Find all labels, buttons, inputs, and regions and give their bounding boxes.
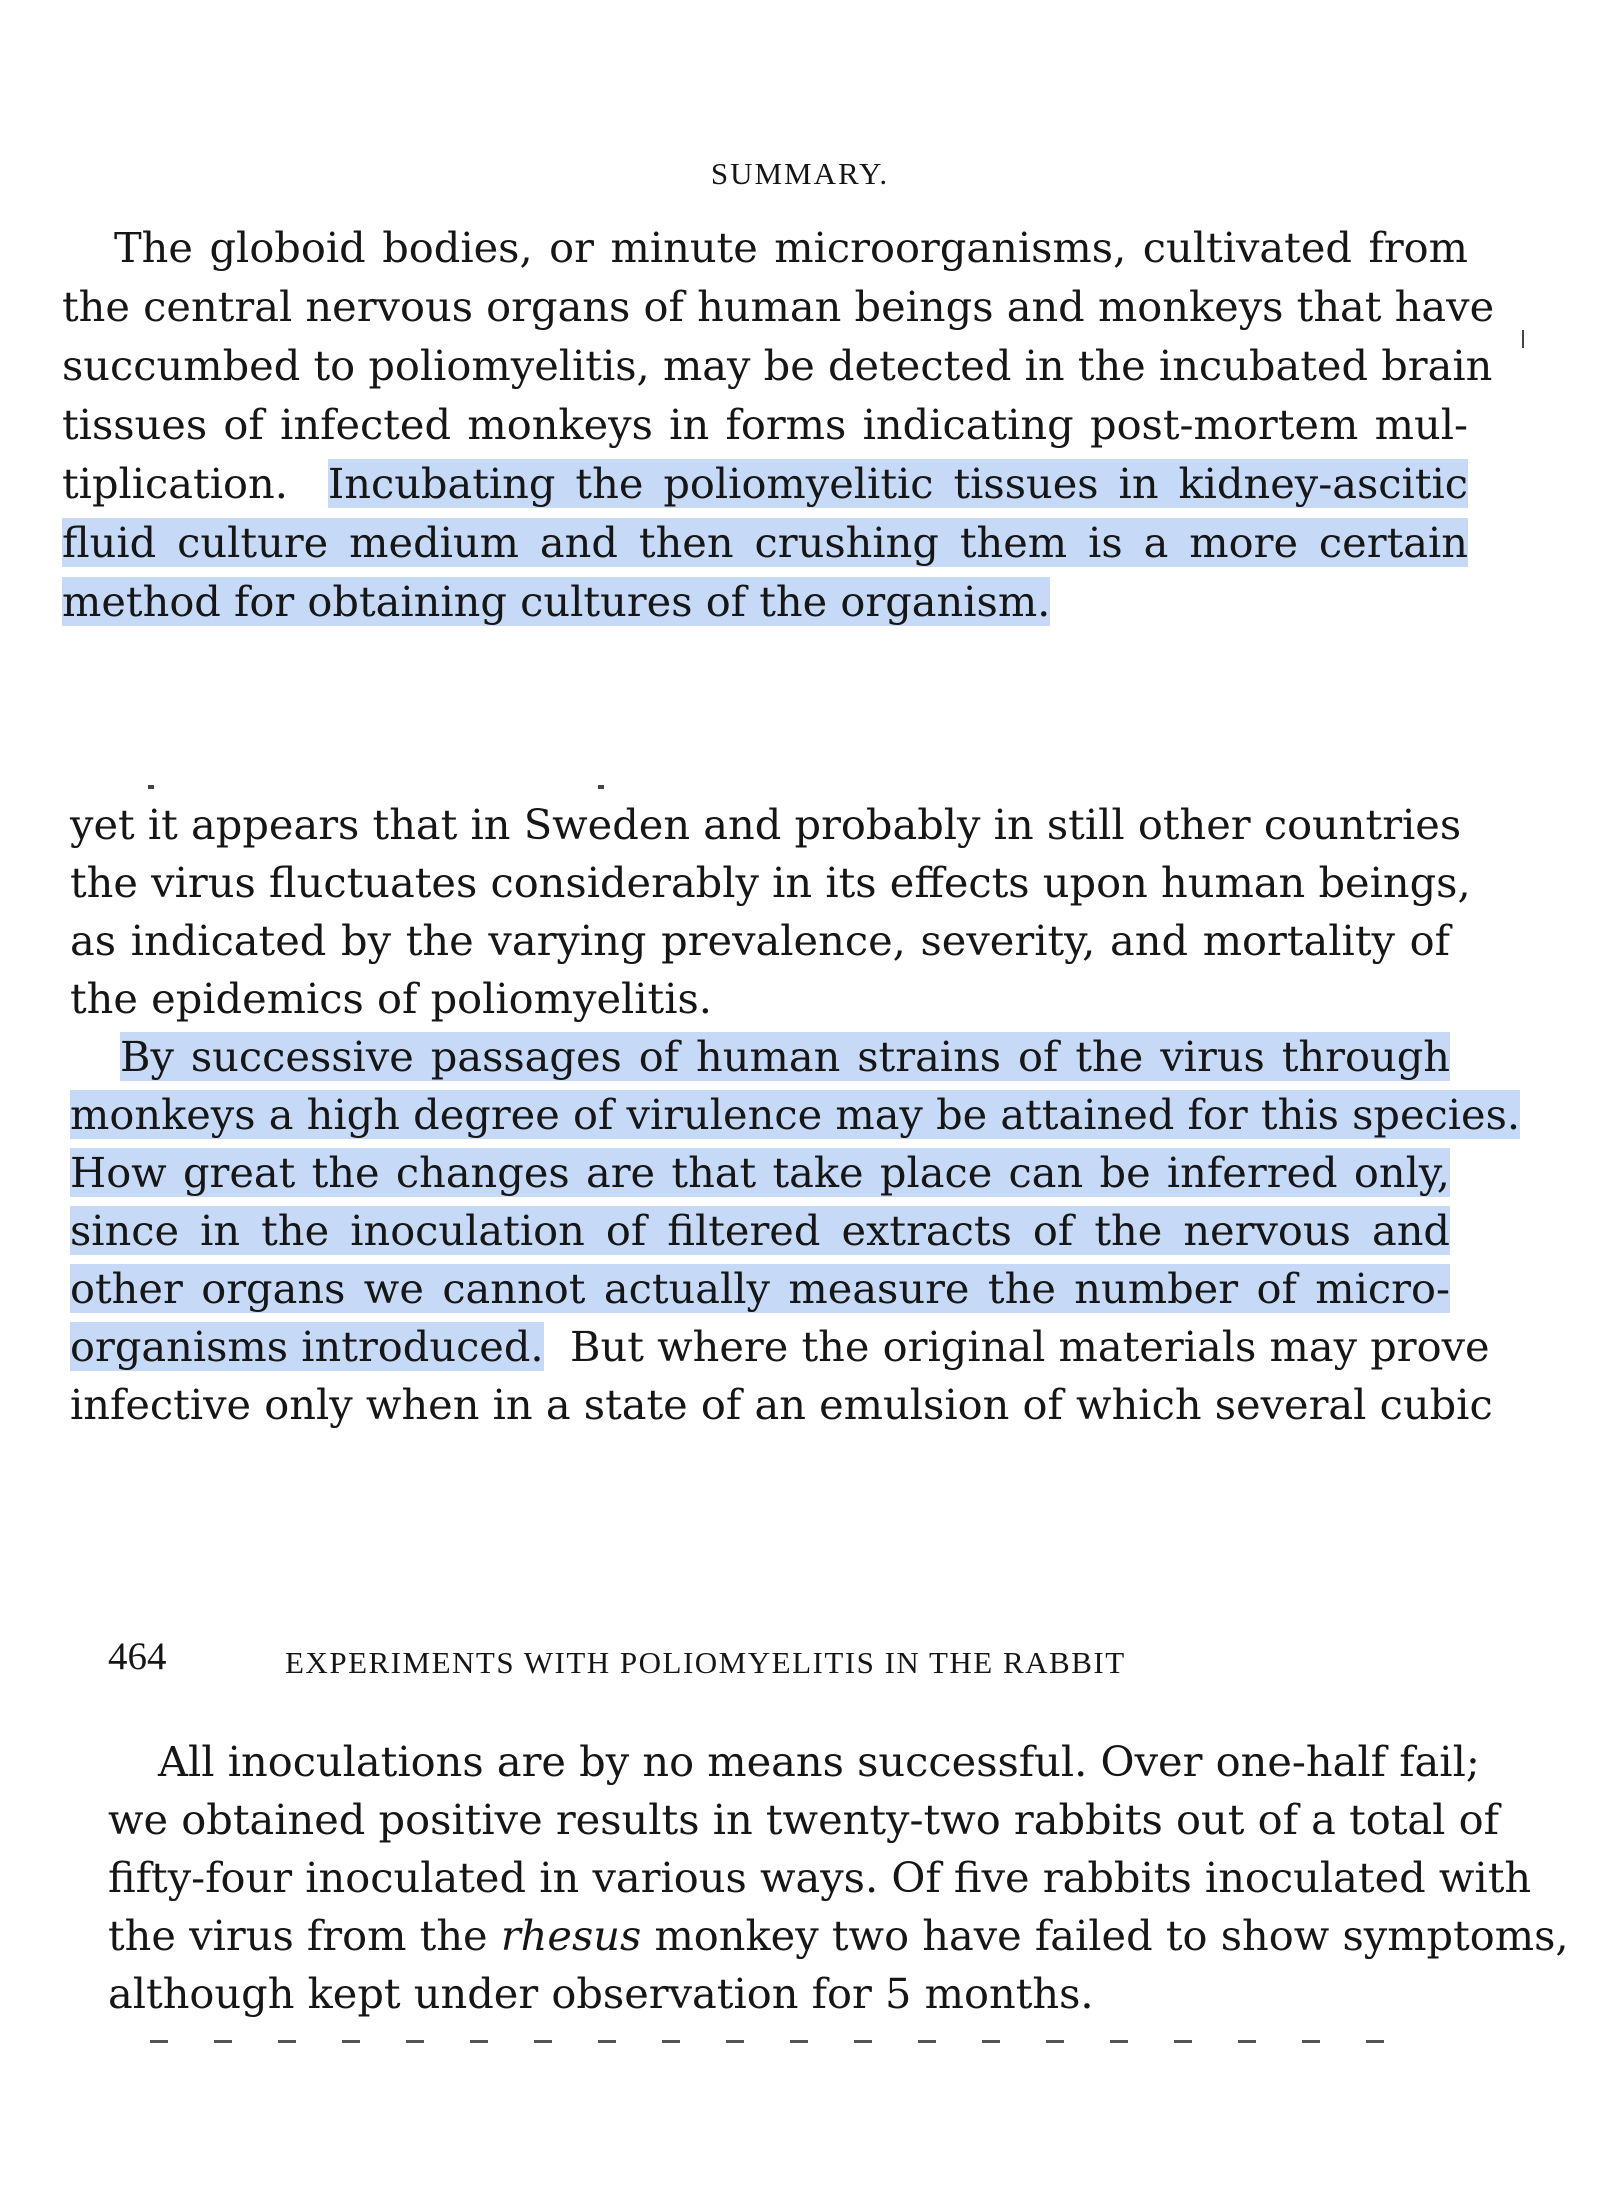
text-span: tiplication. [62,459,288,508]
text-line [62,454,1468,513]
highlighted-text[interactable]: organisms introduced. [70,1322,544,1371]
text-line [62,395,1468,454]
text-span: tissues of infected monkeys in forms indicating post-mortem mul- [62,400,1468,449]
text-line [70,1028,1450,1086]
text-line [108,1849,1532,1907]
text-span: the central nervous organs of human beings and monkeys that have [62,282,1495,331]
italic-term: rhesus [500,1911,642,1960]
text-span: succumbed to poliomyelitis, may be detected in the incubated brain [62,341,1493,390]
text-line [62,218,1468,277]
text-span: yet it appears that in Sweden and probably in still other countries [70,800,1462,849]
text-line [70,1376,1493,1434]
text-span: the virus from the [108,1911,501,1960]
highlighted-text[interactable]: other organs we cannot actually measure the number of micro- [70,1264,1450,1313]
virus-paragraph [70,796,1521,1434]
text-line [70,1202,1450,1260]
text-line [70,854,1471,912]
text-line [70,796,1462,854]
cropped-text-fragment [150,2040,1410,2043]
text-line [62,336,1493,395]
summary-paragraph [62,218,1495,631]
highlighted-text[interactable]: Incubating the poliomyelitic tissues in kidney-ascitic [327,459,1469,508]
text-line [70,912,1450,970]
text-span: infective only when in a state of an emulsion of which several cubic [70,1380,1493,1429]
highlighted-text[interactable]: fluid culture medium and then crushing them is a more certain [62,518,1468,567]
section-heading-summary: SUMMARY. [710,156,890,191]
text-line [108,1965,1474,2023]
text-span: All inoculations are by no means successful. Over one-half fail; [158,1737,1480,1786]
scan-mark [598,785,604,789]
text-span: But where the original materials may prove [570,1322,1490,1371]
text-line [70,1318,1490,1376]
highlighted-text[interactable]: How great the changes are that take place can be inferred only, [70,1148,1450,1197]
text-line [62,277,1495,336]
running-head: EXPERIMENTS WITH POLIOMYELITIS IN THE RABBIT [285,1645,1126,1680]
text-line [108,1733,1480,1791]
text-line [108,1907,1569,1965]
highlighted-text[interactable]: monkeys a high degree of virulence may be attained for this species. [70,1090,1521,1139]
text-span: fifty-four inoculated in various ways. Of five rabbits inoculated with [108,1853,1532,1902]
text-span: The globoid bodies, or minute microorganisms, cultivated from [114,223,1468,272]
text-span: as indicated by the varying prevalence, severity, and mortality of [70,916,1450,965]
highlighted-text[interactable]: since in the inoculation of filtered extracts of the nervous and [70,1206,1450,1255]
text-line [62,572,1468,631]
scan-mark [148,785,154,789]
text-line [70,1260,1450,1318]
text-line [70,1144,1450,1202]
text-line [70,970,1450,1028]
text-line [108,1791,1499,1849]
rabbit-paragraph [108,1733,1569,2023]
text-span: the epidemics of poliomyelitis. [70,974,712,1023]
page-number: 464 [108,1635,167,1678]
text-span: we obtained positive results in twenty-two rabbits out of a total of [108,1795,1499,1844]
text-span: the virus fluctuates considerably in its effects upon human beings, [70,858,1471,907]
scan-mark [1522,330,1524,348]
text-line [70,1086,1521,1144]
highlighted-text[interactable]: By successive passages of human strains of the virus through [120,1032,1450,1081]
text-span: although kept under observation for 5 months. [108,1969,1094,2018]
text-line [62,513,1468,572]
highlighted-text[interactable]: method for obtaining cultures of the organism. [62,577,1051,626]
text-span: monkey two have failed to show symptoms, [641,1911,1569,1960]
